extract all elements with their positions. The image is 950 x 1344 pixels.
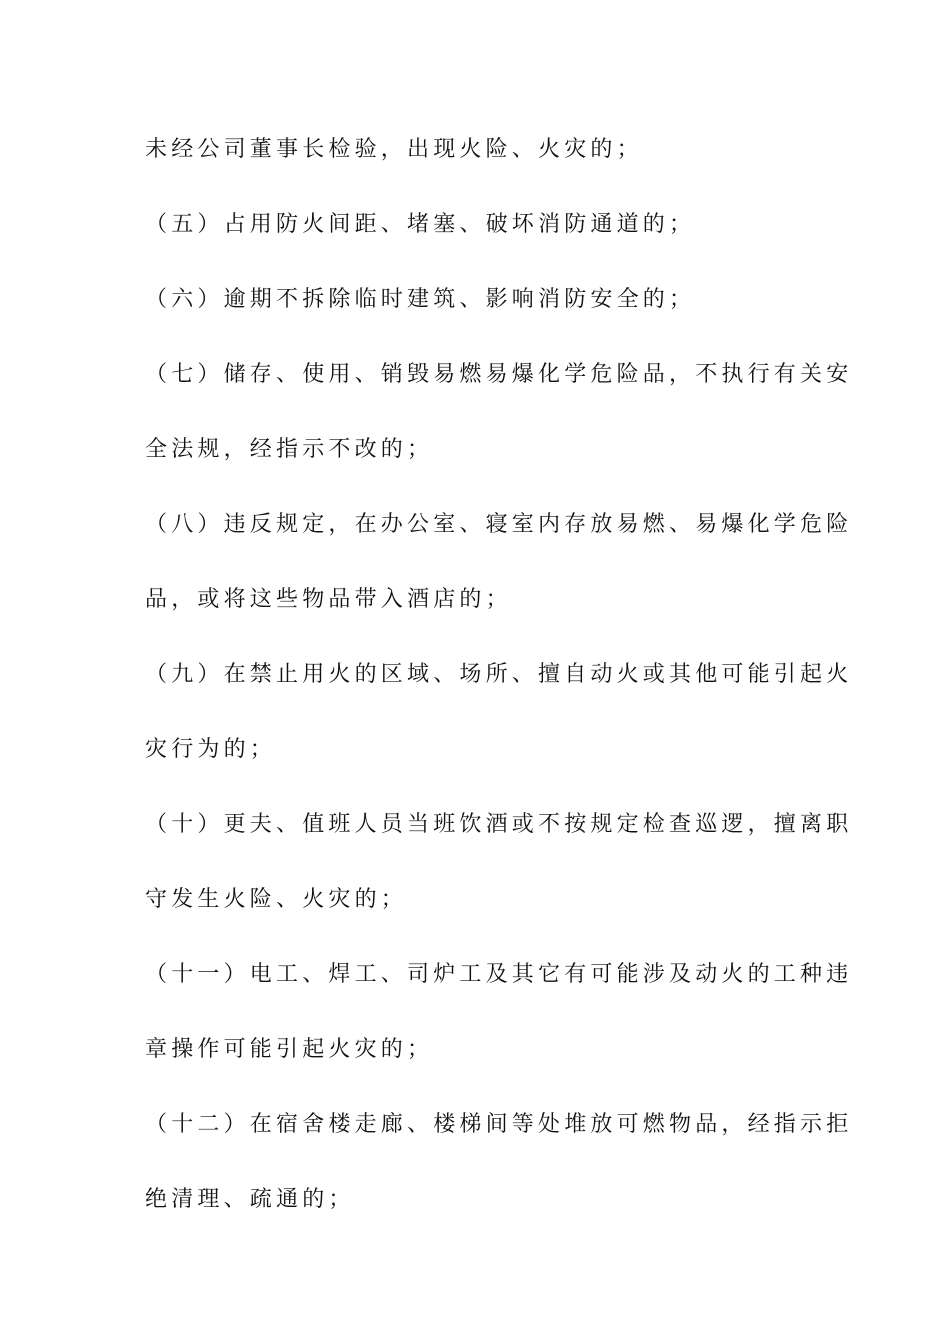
- text-line: 全法规，经指示不改的；: [145, 437, 434, 462]
- text-line: （九）在禁止用火的区域、场所、擅自动火或其他可能引起火: [145, 662, 853, 687]
- text-line: （十）更夫、值班人员当班饮酒或不按规定检查巡逻，擅离职: [145, 812, 853, 837]
- text-line: 品，或将这些物品带入酒店的；: [145, 587, 512, 612]
- text-line: （十一）电工、焊工、司炉工及其它有可能涉及动火的工种违: [145, 962, 853, 987]
- text-line: （八）违反规定，在办公室、寝室内存放易燃、易爆化学危险: [145, 512, 853, 537]
- text-line: 章操作可能引起火灾的；: [145, 1037, 434, 1062]
- text-line: 未经公司董事长检验，出现火险、火灾的；: [145, 137, 643, 162]
- text-line: （五）占用防火间距、堵塞、破坏消防通道的；: [145, 212, 696, 237]
- text-line: （十二）在宿舍楼走廊、楼梯间等处堆放可燃物品，经指示拒: [145, 1112, 853, 1137]
- text-line: 灾行为的；: [145, 737, 277, 762]
- text-line: （七）储存、使用、销毁易燃易爆化学危险品，不执行有关安: [145, 362, 853, 387]
- text-line: 绝清理、疏通的；: [145, 1187, 355, 1212]
- text-line: 守发生火险、火灾的；: [145, 887, 408, 912]
- text-line: （六）逾期不拆除临时建筑、影响消防安全的；: [145, 287, 696, 312]
